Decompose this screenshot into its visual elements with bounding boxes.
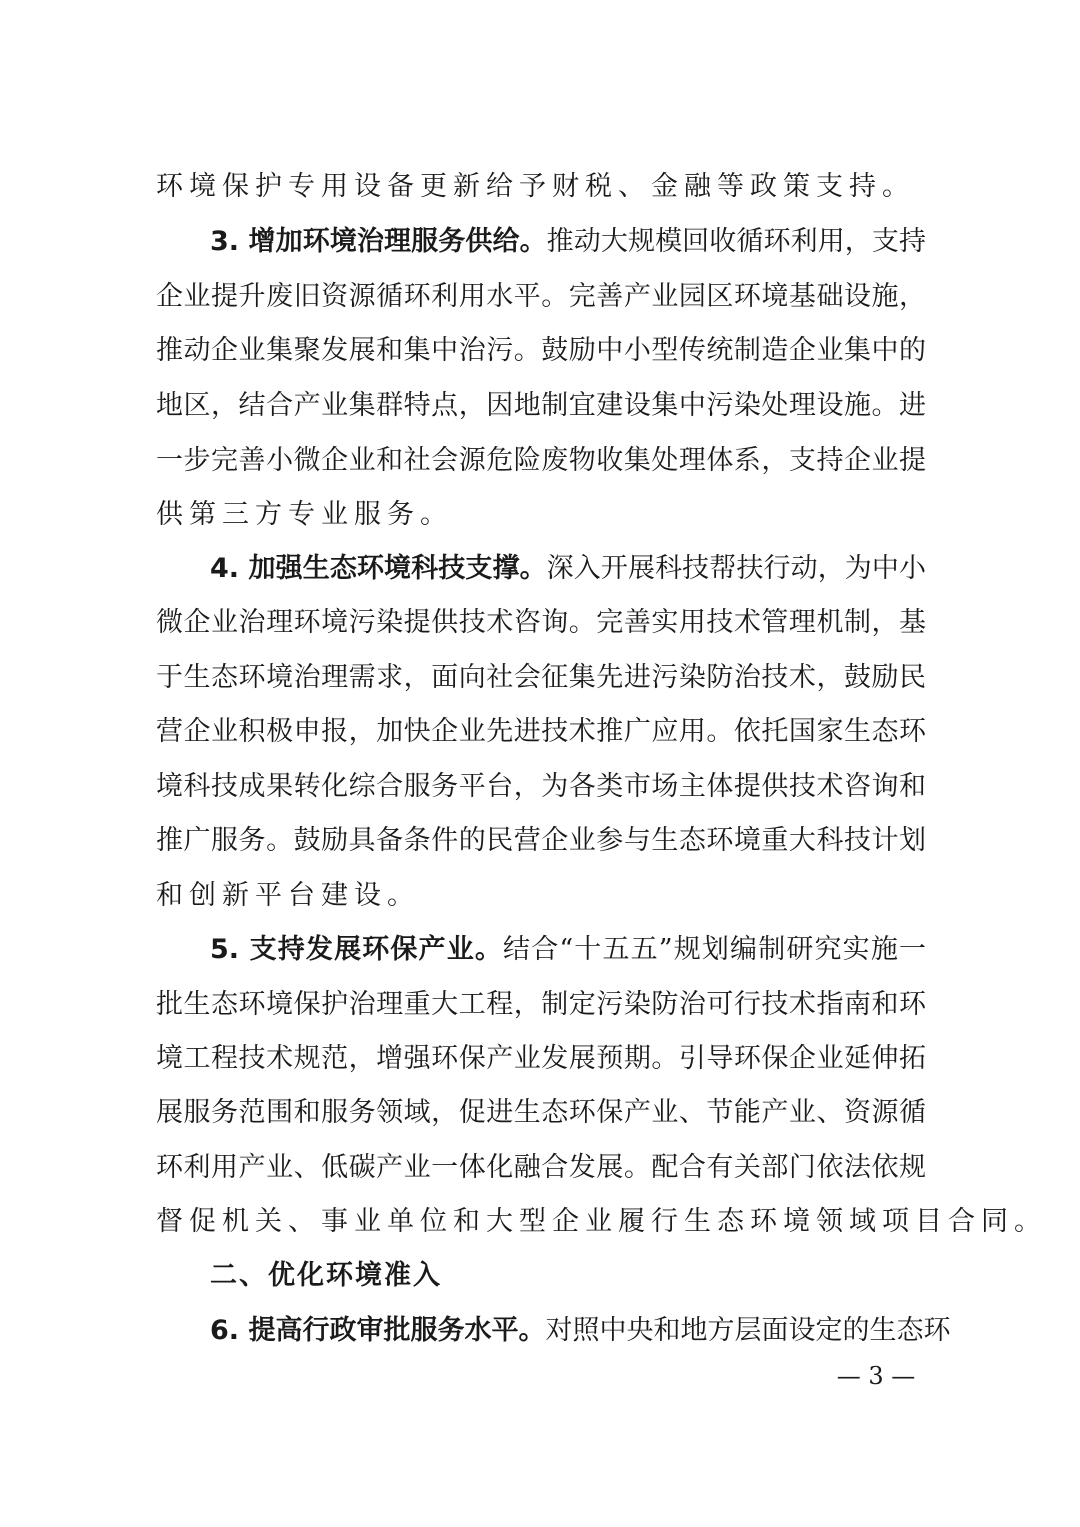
text-line xyxy=(156,1148,926,1188)
paragraph-3-first-line xyxy=(210,222,926,262)
text-line xyxy=(156,1093,926,1133)
text-line xyxy=(156,277,926,317)
text-line xyxy=(156,495,926,535)
paragraph-6-heading: 6. 提高行政审批服务水平。 xyxy=(210,1315,546,1346)
text-line xyxy=(156,1039,926,1079)
section-title: 二、优化环境准入 xyxy=(210,1260,442,1291)
line-text: 营企业积极申报，加快企业先进技术推广应用。依托国家生态环 xyxy=(156,716,926,747)
text-line xyxy=(156,331,926,371)
page-number: — 3 — xyxy=(836,1362,916,1390)
paragraph-4-heading: 4. 加强生态环境科技支撑。 xyxy=(210,553,547,584)
text-line xyxy=(156,167,926,207)
line-text: 地区，结合产业集群特点，因地制宜建设集中污染处理设施。进 xyxy=(156,390,926,421)
line-text: 境工程技术规范，增强环保产业发展预期。引导环保企业延伸拓 xyxy=(156,1043,926,1074)
line-text: 对照中央和地方层面设定的生态环 xyxy=(545,1315,951,1346)
line-text: 展服务范围和服务领域，促进生态环保产业、节能产业、资源循 xyxy=(156,1097,926,1128)
line-text: 结合“十五五”规划编制研究实施一 xyxy=(503,934,926,965)
text-line xyxy=(156,441,926,481)
paragraph-4-first-line xyxy=(210,549,926,589)
line-text: 环境保护专用设备更新给予财税、金融等政策支持。 xyxy=(156,171,915,202)
text-line xyxy=(156,603,926,643)
text-line xyxy=(156,985,926,1025)
line-text: 深入开展科技帮扶行动，为中小 xyxy=(546,553,926,584)
line-text: 环利用产业、低碳产业一体化融合发展。配合有关部门依法依规 xyxy=(156,1152,926,1183)
text-line xyxy=(156,712,926,752)
line-text: 于生态环境治理需求，面向社会征集先进污染防治技术，鼓励民 xyxy=(156,662,926,693)
text-line xyxy=(156,821,926,861)
text-line xyxy=(156,1202,1047,1242)
line-text: 一步完善小微企业和社会源危险废物收集处理体系，支持企业提 xyxy=(156,445,926,476)
text-line xyxy=(156,767,926,807)
line-text: 推动企业集聚发展和集中治污。鼓励中小型传统制造企业集中的 xyxy=(156,335,926,366)
text-line xyxy=(156,876,926,916)
paragraph-5-heading: 5. 支持发展环保产业。 xyxy=(210,934,504,965)
line-text: 企业提升废旧资源循环利用水平。完善产业园区环境基础设施， xyxy=(156,281,926,312)
line-text: 供第三方专业服务。 xyxy=(156,499,453,530)
line-text: 推动大规模回收循环利用，支持 xyxy=(546,226,926,257)
text-line xyxy=(156,658,926,698)
paragraph-6-first-line xyxy=(210,1311,951,1351)
line-text: 境科技成果转化综合服务平台，为各类市场主体提供技术咨询和 xyxy=(156,771,926,802)
line-text: 督促机关、事业单位和大型企业履行生态环境领域项目合同。 xyxy=(156,1206,1047,1237)
line-text: 批生态环境保护治理重大工程，制定污染防治可行技术指南和环 xyxy=(156,989,926,1020)
text-line xyxy=(156,386,926,426)
line-text: 微企业治理环境污染提供技术咨询。完善实用技术管理机制，基 xyxy=(156,607,926,638)
paragraph-5-first-line xyxy=(210,930,926,970)
line-text: 和创新平台建设。 xyxy=(156,880,420,911)
line-text: 推广服务。鼓励具备条件的民营企业参与生态环境重大科技计划 xyxy=(156,825,926,856)
paragraph-3-heading: 3. 增加环境治理服务供给。 xyxy=(210,226,547,257)
